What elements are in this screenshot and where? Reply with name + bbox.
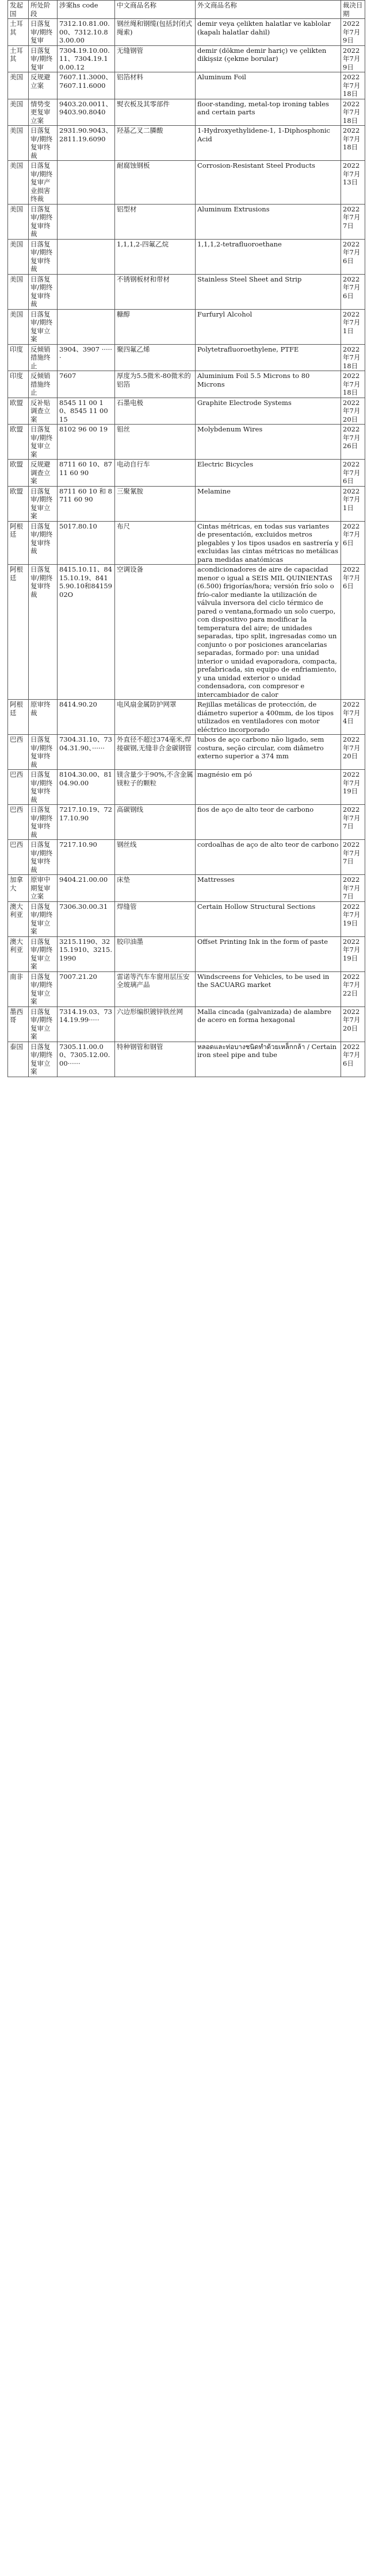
- cell-date: 2022年7月20日: [341, 1007, 365, 1042]
- cell-chinese-name: 不锈钢板材和带材: [115, 274, 196, 309]
- cell-chinese-name: 铝型材: [115, 204, 196, 239]
- cell-country: 巴西: [8, 770, 29, 805]
- cell-foreign-name: Mattresses: [196, 875, 341, 902]
- cell-date: 2022年7月18日: [341, 371, 365, 398]
- table-row: [8, 425, 365, 460]
- cell-chinese-name: 电风扇金属防护网罩: [115, 700, 196, 735]
- cell-hs-code: 2931.90.9043、2811.19.6090: [58, 126, 115, 161]
- cell-chinese-name: 高碳钢线: [115, 805, 196, 840]
- cell-foreign-name: 1,1,1,2-tetrafluoroethane: [196, 239, 341, 274]
- cell-country: 巴西: [8, 735, 29, 770]
- cell-hs-code: [58, 161, 115, 205]
- cell-chinese-name: 空调设备: [115, 565, 196, 700]
- cell-hs-code: 8104.30.00、8104.90.00: [58, 770, 115, 805]
- cell-stage: 日落复审/期终复审立案: [29, 309, 58, 344]
- cell-foreign-name: Electric Bicycles: [196, 460, 341, 487]
- cell-foreign-name: Polytetrafluoroethylene, PTFE: [196, 344, 341, 371]
- cell-chinese-name: 镁含量少于90%,不含金属镁粒子的颗粒: [115, 770, 196, 805]
- cell-chinese-name: 特种钢管和钢管: [115, 1042, 196, 1077]
- cell-hs-code: 8102 96 00 19: [58, 425, 115, 460]
- cell-hs-code: 7305.11.00.00、7305.12.00.00······: [58, 1042, 115, 1077]
- cell-hs-code: 7312.10.81.00.00、7312.10.83.00.00: [58, 19, 115, 46]
- cell-country: 土耳其: [8, 45, 29, 72]
- cell-date: 2022年7月6日: [341, 274, 365, 309]
- trade-remedy-table: [7, 0, 365, 1077]
- cell-chinese-name: 布尺: [115, 521, 196, 565]
- cell-country: 墨西哥: [8, 1007, 29, 1042]
- cell-country: 加拿大: [8, 875, 29, 902]
- table-row: [8, 309, 365, 344]
- table-row: [8, 840, 365, 875]
- cell-stage: 日落复审/期终复审: [29, 45, 58, 72]
- cell-date: 2022年7月6日: [341, 1042, 365, 1077]
- cell-date: 2022年7月18日: [341, 344, 365, 371]
- cell-date: 2022年7月19日: [341, 936, 365, 971]
- table-row: [8, 72, 365, 99]
- cell-date: 2022年7月6日: [341, 521, 365, 565]
- cell-foreign-name: acondicionadores de aire de capacidad menor o igual a SEIS MIL QUINIENTAS (6.500) frigorías/hora; versión frío solo o frío-calor mediante la utilización de válvula inversora del ciclo térmico de pared o ventana,formado un solo cuerpo, con dispositivo para modificar la temperatura del aire; de unidades separadas, tipo split, ingresadas como un conjunto o por posiciones arancelarias separadas, formado por: una unidad interior o unidad evaporadora, compacta, prefabricada, sin equipo de enfriamiento, y una unidad exterior o unidad condensadora, con compresor e intercambiador de calor: [196, 565, 341, 700]
- cell-stage: 日落复审/期终复审立案: [29, 936, 58, 971]
- header-date: 裁决日期: [341, 1, 365, 19]
- cell-foreign-name: demir veya çelikten halatlar ve kablolar (kapalı halatlar dahil): [196, 19, 341, 46]
- cell-hs-code: 8545 11 00 10、8545 11 00 15: [58, 398, 115, 425]
- cell-country: 巴西: [8, 805, 29, 840]
- cell-stage: 日落复审/期终复审终裁: [29, 840, 58, 875]
- cell-chinese-name: 电动自行车: [115, 460, 196, 487]
- cell-stage: 原审终裁: [29, 700, 58, 735]
- cell-country: 澳大利亚: [8, 901, 29, 936]
- cell-chinese-name: 钼丝: [115, 425, 196, 460]
- cell-hs-code: 7314.19.03、7314.19.99·····: [58, 1007, 115, 1042]
- cell-date: 2022年7月7日: [341, 204, 365, 239]
- table-row: [8, 770, 365, 805]
- header-foreign-name: 外文商品名称: [196, 1, 341, 19]
- cell-date: 2022年7月1日: [341, 486, 365, 521]
- cell-date: 2022年7月18日: [341, 72, 365, 99]
- table-row: [8, 19, 365, 46]
- cell-country: 美国: [8, 126, 29, 161]
- cell-hs-code: 7607.11.3000、7607.11.6000: [58, 72, 115, 99]
- cell-country: 南非: [8, 971, 29, 1007]
- cell-hs-code: 7217.10.90: [58, 840, 115, 875]
- table-row: [8, 700, 365, 735]
- cell-date: 2022年7月4日: [341, 700, 365, 735]
- cell-country: 欧盟: [8, 486, 29, 521]
- cell-country: 阿根廷: [8, 521, 29, 565]
- cell-chinese-name: 铝箔材料: [115, 72, 196, 99]
- table-row: [8, 126, 365, 161]
- cell-stage: 日落复审/期终复审立案: [29, 486, 58, 521]
- cell-date: 2022年7月6日: [341, 460, 365, 487]
- table-row: [8, 161, 365, 205]
- cell-country: 美国: [8, 274, 29, 309]
- cell-stage: 日落复审/期终复审立案: [29, 1007, 58, 1042]
- cell-country: 美国: [8, 309, 29, 344]
- cell-foreign-name: Offset Printing Ink in the form of paste: [196, 936, 341, 971]
- cell-chinese-name: 糠醇: [115, 309, 196, 344]
- header-country: 发起国: [8, 1, 29, 19]
- cell-foreign-name: Aluminum Foil: [196, 72, 341, 99]
- cell-foreign-name: Aluminium Foil 5.5 Microns to 80 Microns: [196, 371, 341, 398]
- cell-country: 土耳其: [8, 19, 29, 46]
- cell-foreign-name: Certain Hollow Structural Sections: [196, 901, 341, 936]
- cell-hs-code: 7007.21.20: [58, 971, 115, 1007]
- table-row: [8, 239, 365, 274]
- cell-country: 印度: [8, 344, 29, 371]
- cell-hs-code: 9404.21.00.00: [58, 875, 115, 902]
- cell-foreign-name: Cintas métricas, en todas sus variantes de presentación, excluidos metros plegables y los tipos usados en sastrería y excluidas las cintas métricas no metálicas para medidas anatómicas: [196, 521, 341, 565]
- cell-chinese-name: 厚度为5.5微米-80微米的铝箔: [115, 371, 196, 398]
- cell-hs-code: 7304.31.10、7304.31.90、······: [58, 735, 115, 770]
- cell-stage: 日落复审/期终复审终裁: [29, 770, 58, 805]
- cell-chinese-name: 羟基乙叉二膦酸: [115, 126, 196, 161]
- cell-country: 欧盟: [8, 460, 29, 487]
- cell-hs-code: 8415.10.11、8415.10.19、8415.90.10和8415902O: [58, 565, 115, 700]
- cell-date: 2022年7月1日: [341, 309, 365, 344]
- cell-foreign-name: Windscreens for Vehicles, to be used in the SACUARG market: [196, 971, 341, 1007]
- cell-hs-code: 5017.80.10: [58, 521, 115, 565]
- cell-hs-code: [58, 239, 115, 274]
- cell-stage: 日落复审/期终复审: [29, 19, 58, 46]
- cell-country: 美国: [8, 161, 29, 205]
- cell-date: 2022年7月20日: [341, 398, 365, 425]
- cell-stage: 情势变更复审立案: [29, 99, 58, 126]
- table-row: [8, 735, 365, 770]
- cell-stage: 日落复审/期终复审立案: [29, 425, 58, 460]
- header-stage: 所处阶段: [29, 1, 58, 19]
- cell-stage: 日落复审/期终复审终裁: [29, 239, 58, 274]
- cell-hs-code: 7217.10.19、7217.10.90: [58, 805, 115, 840]
- cell-foreign-name: magnésio em pó: [196, 770, 341, 805]
- cell-stage: 反规避立案: [29, 72, 58, 99]
- cell-country: 美国: [8, 72, 29, 99]
- cell-hs-code: [58, 309, 115, 344]
- table-row: [8, 1042, 365, 1077]
- table-row: [8, 371, 365, 398]
- cell-foreign-name: Melamine: [196, 486, 341, 521]
- table-body: [8, 1, 365, 1077]
- cell-stage: 日落复审/期终复审终裁: [29, 521, 58, 565]
- cell-country: 美国: [8, 99, 29, 126]
- cell-country: 澳大利亚: [8, 936, 29, 971]
- cell-date: 2022年7月6日: [341, 239, 365, 274]
- table-row: [8, 875, 365, 902]
- table-row: [8, 398, 365, 425]
- cell-stage: 原审中期复审立案: [29, 875, 58, 902]
- cell-country: 美国: [8, 204, 29, 239]
- table-row: [8, 460, 365, 487]
- cell-foreign-name: Graphite Electrode Systems: [196, 398, 341, 425]
- cell-hs-code: 8414.90.20: [58, 700, 115, 735]
- cell-chinese-name: 焊缝管: [115, 901, 196, 936]
- cell-hs-code: 7607: [58, 371, 115, 398]
- cell-foreign-name: Aluminum Extrusions: [196, 204, 341, 239]
- cell-hs-code: 8711 60 10、8711 60 90: [58, 460, 115, 487]
- cell-stage: 日落复审/期终复审终裁: [29, 805, 58, 840]
- cell-chinese-name: 雷诺等汽车车窗用层压安全玻璃产品: [115, 971, 196, 1007]
- cell-stage: 反倾销措施终止: [29, 371, 58, 398]
- table-row: [8, 486, 365, 521]
- cell-chinese-name: 耐腐蚀钢板: [115, 161, 196, 205]
- cell-stage: 日落复审/期终复审终裁: [29, 126, 58, 161]
- cell-country: 阿根廷: [8, 700, 29, 735]
- cell-country: 印度: [8, 371, 29, 398]
- table-row: [8, 565, 365, 700]
- table-row: [8, 204, 365, 239]
- cell-chinese-name: 1,1,1,2-四氟乙烷: [115, 239, 196, 274]
- cell-date: 2022年7月7日: [341, 840, 365, 875]
- cell-stage: 日落复审/期终复审终裁: [29, 274, 58, 309]
- cell-stage: 日落复审/期终复审立案: [29, 1042, 58, 1077]
- cell-foreign-name: Furfuryl Alcohol: [196, 309, 341, 344]
- cell-chinese-name: 无缝钢管: [115, 45, 196, 72]
- cell-stage: 日落复审/期终复审终裁: [29, 735, 58, 770]
- cell-foreign-name: demir (dökme demir hariç) ve çelikten dikişsiz (çekme borular): [196, 45, 341, 72]
- cell-stage: 日落复审/期终复审立案: [29, 971, 58, 1007]
- table-row: [8, 274, 365, 309]
- cell-date: 2022年7月22日: [341, 971, 365, 1007]
- table-row: [8, 971, 365, 1007]
- table-row: [8, 805, 365, 840]
- cell-foreign-name: 1-Hydroxyethylidene-1, 1-Diphosphonic Acid: [196, 126, 341, 161]
- cell-date: 2022年7月18日: [341, 126, 365, 161]
- cell-hs-code: [58, 204, 115, 239]
- table-row: [8, 521, 365, 565]
- cell-foreign-name: Malla cincada (galvanizada) de alambre de acero en forma hexagonal: [196, 1007, 341, 1042]
- table-row: [8, 344, 365, 371]
- cell-date: 2022年7月19日: [341, 901, 365, 936]
- cell-date: 2022年7月6日: [341, 565, 365, 700]
- cell-hs-code: [58, 274, 115, 309]
- cell-chinese-name: 聚四氟乙烯: [115, 344, 196, 371]
- cell-country: 巴西: [8, 840, 29, 875]
- cell-stage: 反倾销措施终止: [29, 344, 58, 371]
- cell-hs-code: 7304.19.10.00.11、7304.19.10.00.12: [58, 45, 115, 72]
- cell-date: 2022年7月9日: [341, 19, 365, 46]
- cell-foreign-name: tubos de aço carbono não ligado, sem costura, seção circular, com diâmetro externo superior a 374 mm: [196, 735, 341, 770]
- cell-stage: 反规避调查立案: [29, 460, 58, 487]
- cell-date: 2022年7月7日: [341, 805, 365, 840]
- cell-hs-code: 7306.30.00.31: [58, 901, 115, 936]
- cell-country: 泰国: [8, 1042, 29, 1077]
- header-row: [8, 1, 365, 19]
- cell-chinese-name: 六边形编织镀锌铁丝网: [115, 1007, 196, 1042]
- cell-hs-code: 8711 60 10 和 8711 60 90: [58, 486, 115, 521]
- cell-date: 2022年7月26日: [341, 425, 365, 460]
- cell-stage: 反补贴调查立案: [29, 398, 58, 425]
- cell-chinese-name: 三聚氰胺: [115, 486, 196, 521]
- cell-foreign-name: fios de aço de alto teor de carbono: [196, 805, 341, 840]
- cell-date: 2022年7月9日: [341, 45, 365, 72]
- cell-stage: 日落复审/期终复审产业损害终裁: [29, 161, 58, 205]
- cell-date: 2022年7月13日: [341, 161, 365, 205]
- cell-date: 2022年7月18日: [341, 99, 365, 126]
- cell-country: 欧盟: [8, 398, 29, 425]
- cell-date: 2022年7月19日: [341, 770, 365, 805]
- table-row: [8, 936, 365, 971]
- cell-chinese-name: 熨衣板及其零部件: [115, 99, 196, 126]
- cell-country: 阿根廷: [8, 565, 29, 700]
- cell-date: 2022年7月7日: [341, 875, 365, 902]
- cell-foreign-name: หลอดและท่อบางชนิดทำด้วยเหล็กกล้า / Certain iron steel pipe and tube: [196, 1042, 341, 1077]
- cell-chinese-name: 石墨电极: [115, 398, 196, 425]
- cell-chinese-name: 钢丝绳和钢缆(包括封闭式绳索): [115, 19, 196, 46]
- cell-chinese-name: 胶印油墨: [115, 936, 196, 971]
- cell-stage: 日落复审/期终复审终裁: [29, 565, 58, 700]
- cell-foreign-name: cordoalhas de aço de alto teor de carbono: [196, 840, 341, 875]
- cell-foreign-name: floor-standing, metal-top ironing tables and certain parts: [196, 99, 341, 126]
- cell-foreign-name: Corrosion-Resistant Steel Products: [196, 161, 341, 205]
- cell-hs-code: 3215.1190、3215.1910、3215.1990: [58, 936, 115, 971]
- cell-foreign-name: Molybdenum Wires: [196, 425, 341, 460]
- cell-country: 欧盟: [8, 425, 29, 460]
- cell-foreign-name: Stainless Steel Sheet and Strip: [196, 274, 341, 309]
- cell-foreign-name: Rejillas metálicas de protección, de diámetro superior a 400mm, de los tipos utilizados en ventiladores con motor eléctrico incorporado: [196, 700, 341, 735]
- cell-hs-code: 9403.20.0011、9403.90.8040: [58, 99, 115, 126]
- cell-date: 2022年7月20日: [341, 735, 365, 770]
- cell-chinese-name: 外直径不超过374毫米,焊接碳钢,无缝非合金碳钢管: [115, 735, 196, 770]
- cell-stage: 日落复审/期终复审立案: [29, 901, 58, 936]
- header-hs-code: 涉案hs code: [58, 1, 115, 19]
- cell-hs-code: 3904、3907 ······: [58, 344, 115, 371]
- table-row: [8, 901, 365, 936]
- cell-country: 美国: [8, 239, 29, 274]
- table-row: [8, 45, 365, 72]
- table-row: [8, 1007, 365, 1042]
- table-row: [8, 99, 365, 126]
- cell-chinese-name: 床垫: [115, 875, 196, 902]
- cell-stage: 日落复审/期终复审终裁: [29, 204, 58, 239]
- cell-chinese-name: 钢丝线: [115, 840, 196, 875]
- header-chinese-name: 中文商品名称: [115, 1, 196, 19]
